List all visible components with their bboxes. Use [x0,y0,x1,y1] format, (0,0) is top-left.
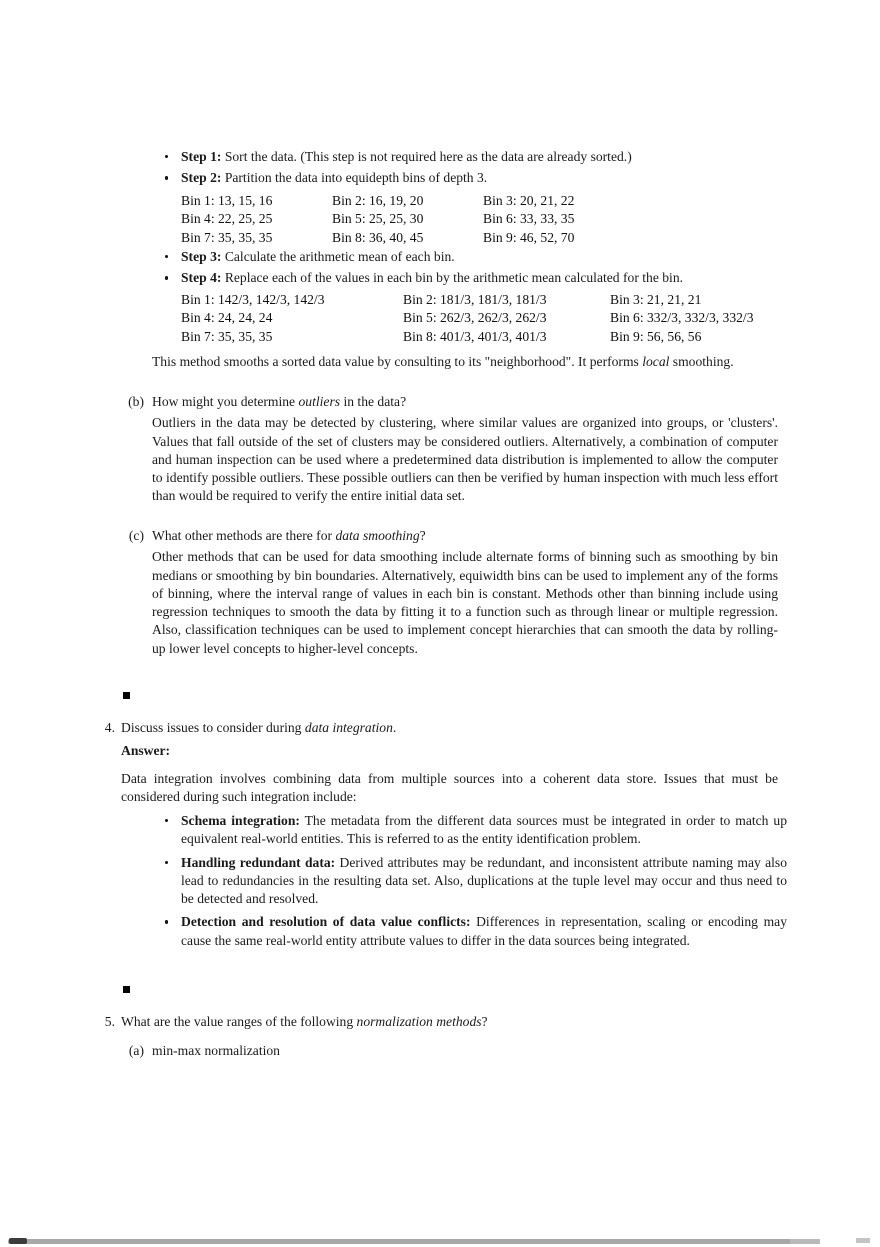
part-c-label: (c) [128,528,144,543]
bin-cell: Bin 5: 262/3, 262/3, 262/3 [403,310,547,326]
scrollbar-end-segment [790,1239,820,1244]
part-c-question-lead: What other methods are there for [152,528,336,543]
integration-issues-list [163,812,787,950]
bin-cell: Bin 4: 22, 25, 25 [181,211,273,227]
step-label: Step 1: [181,149,222,164]
smoothing-note-tail: smoothing. [669,354,734,369]
question-4-prompt-tail: . [392,720,397,735]
part-c-question-emphasis: data smoothing [335,528,420,543]
list-item [163,913,787,950]
bullet-dot-icon [165,276,168,279]
bin-cell: Bin 7: 35, 35, 35 [181,229,273,245]
bullet-dot-icon [165,255,168,258]
bin-cell: Bin 6: 33, 33, 35 [483,211,575,227]
list-item [163,812,787,849]
question-5-prompt-emphasis: normalization methods [356,1014,482,1029]
bullet-dot-icon [165,155,168,158]
part-b-question-emphasis: outliers [298,394,341,409]
bin-cell: Bin 1: 142/3, 142/3, 142/3 [181,292,325,307]
bin-cell: Bin 9: 46, 52, 70 [483,229,575,245]
bin-cell: Bin 5: 25, 25, 30 [332,211,424,227]
issue-text: Differences in representation, scaling or encoding may cause the same real-world entity attribute values to differ in the data sources being integrated. [181,914,788,948]
step-label: Step 4: [181,270,222,286]
bin-cell: Bin 8: 36, 40, 45 [332,229,424,245]
list-item [163,269,787,287]
question-5-prompt-tail: ? [481,1014,488,1029]
part-c-question-tail: ? [419,528,426,543]
horizontal-scrollbar[interactable] [0,1235,880,1247]
bin-cell: Bin 7: 35, 35, 35 [181,328,273,344]
part-b-answer: Outliers in the data may be detected by clustering, where similar values are organized into groups, or 'clusters'. Values that fall outside of the set of clusters may be considered outliers. Alternatively, a combination of computer and human inspection can be used where a predetermined data distribution is implemented to allow the computer to identify possible outliers. These possible outliers can then be verified by human inspection with much less effort than would be required to verify the entire initial data set. [152,415,778,504]
part-b-question-tail: in the data? [340,394,407,409]
smoothing-steps-group-1 [163,148,787,188]
part-c-question [116,527,778,545]
sub-item-text: min-max normalization [152,1043,280,1059]
question-5-prompt [95,1013,785,1031]
sub-item-label: (a) [128,1043,144,1059]
bin-cell: Bin 8: 401/3, 401/3, 401/3 [403,328,547,344]
question-4-prompt-emphasis: data integration [304,720,393,735]
list-item [163,169,787,187]
question-4-intro: Data integration involves combining data from multiple sources into a coherent data store. Issues that must be considered during such integration include: [121,770,778,804]
question-5-number: 5. [104,1014,115,1029]
list-item [163,148,787,166]
bin-cell: Bin 2: 16, 19, 20 [332,193,424,208]
issue-text: The metadata from the different data sources must be integrated in order to match up equivalent real-world entities. This is referred to as the entity identification problem. [181,813,787,847]
question-4-prompt [95,719,785,737]
question-4-number: 4. [104,720,115,735]
bin-cell: Bin 6: 332/3, 332/3, 332/3 [610,310,754,326]
bin-cell: Bin 3: 20, 21, 22 [483,193,575,208]
list-item [163,854,787,909]
part-c-block [116,527,778,658]
end-of-answer-square-icon [123,692,130,699]
smoothing-steps-group-2 [163,248,787,288]
issue-term: Handling redundant data: [181,854,336,870]
step-text: Replace each of the values in each bin by the arithmetic mean calculated for the bin. [224,270,684,286]
scrollbar-thumb[interactable] [9,1238,27,1244]
bullet-dot-icon [165,819,168,822]
issue-term: Detection and resolution of data value conflicts: [181,914,471,930]
part-b-question-lead: How might you determine [152,394,299,409]
bin-cell: Bin 2: 181/3, 181/3, 181/3 [403,292,547,307]
smoothing-note-paragraph [152,353,778,371]
bullet-dot-icon [165,920,168,923]
smoothing-note-emphasis: local [642,354,670,369]
bin-cell: Bin 1: 13, 15, 16 [181,193,273,208]
step-text: Sort the data. (This step is not required here as the data are already sorted.) [224,149,632,164]
smoothing-note-lead: This method smooths a sorted data value by consulting to its "neighborhood". It performs [152,354,643,369]
step-label: Step 3: [181,249,222,264]
question-4-block [95,719,785,806]
question-5-block [95,1013,785,1061]
bullet-dot-icon [165,861,168,864]
answer-heading: Answer: [121,743,171,759]
issue-term: Schema integration: [181,813,300,828]
bin-cell: Bin 3: 21, 21, 21 [610,292,702,307]
list-item [163,248,787,266]
step-label: Step 2: [181,170,222,186]
step-text: Calculate the arithmetic mean of each bin. [224,249,455,264]
bins-partition-grid [181,192,574,247]
part-b-label: (b) [128,394,144,409]
scrollbar-corner [856,1238,870,1243]
bin-cell: Bin 4: 24, 24, 24 [181,310,273,326]
step-text: Partition the data into equidepth bins of depth 3. [224,170,488,186]
end-of-answer-square-icon [123,986,130,993]
question-4-prompt-lead: Discuss issues to consider during [121,720,305,735]
question-5-prompt-lead: What are the value ranges of the following [121,1014,357,1029]
scrollbar-track[interactable] [8,1239,800,1244]
part-b-question [116,393,778,411]
part-b-block [116,393,778,506]
bullet-dot-icon [165,176,168,179]
question-5-sub-item-a [116,1042,785,1060]
bin-cell: Bin 9: 56, 56, 56 [610,328,702,344]
part-c-answer: Other methods that can be used for data smoothing include alternate forms of binning such as smoothing by bin medians or smoothing by bin boundaries. Alternatively, equiwidth bins can be used to implement any of the forms of binning, where the interval range of values in each bin is constant. Methods other than binning include using regression techniques to smooth the data by fitting it to a function such as through linear or multiple regression. Also, classification techniques can be used to implement concept hierarchies that can smooth the data by rolling-up lower level concepts to higher-level concepts. [152,549,778,656]
issue-text: Derived attributes may be redundant, and inconsistent attribute naming may also lead to redundancies in the resulting data set. Also, duplications at the tuple level may occur and thus need to be detected and resolved. [181,854,787,907]
bins-smoothed-grid [181,291,754,346]
